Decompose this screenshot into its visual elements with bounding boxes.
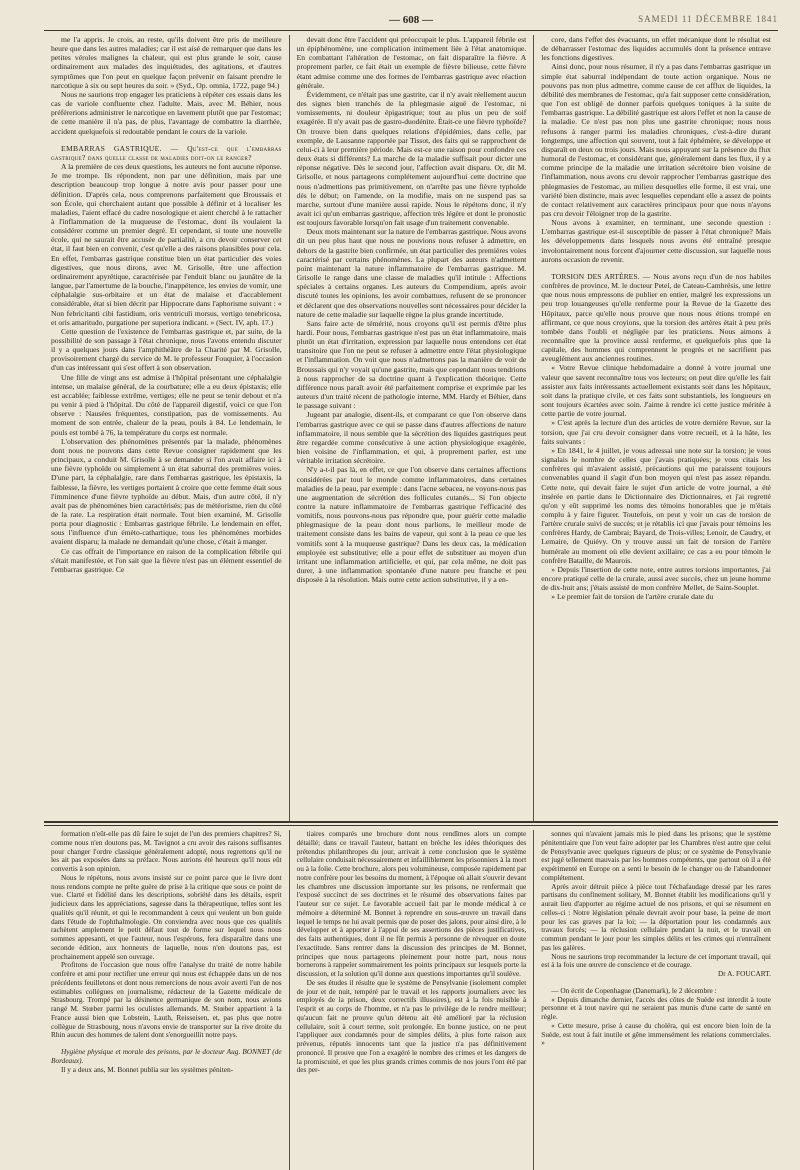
author-signature: Dr A. FOUCART. [717, 969, 771, 978]
top-column-2 [289, 35, 534, 821]
section-heading-torsion-des-arteres: TORSION DES ARTÈRES. — Nous avons reçu d'un de nos habiles confrères de province, M. le docteur Petel, de Cateau-Cambrésis, une lettre que nous nous empressons de publier en entier, malgré les expressions un peu trop louangeuses qu'elle renferme pour la Revue de la Gazette des Hôpitaux, parce qu'elle nous prouve que nous nous étions trompé en affirmant, ce que nous croyions, que la torsion des artères était à peu près tombée dans l'oubli et négligée par les praticiens. Nous aimons à reconnaître que la province aussi renferme, et quelquefois plus que la capitale, des hommes qui comprennent le progrès et ne sacrifient pas aveuglément aux anciennes routines. [541, 271, 771, 364]
paragraph: N'y a-t-il pas là, en effet, ce que l'on observe dans certaines affections considérées par tout le monde comme inflammatoires, dans certaines maladies de la peau, par exemple : dans l'acne sebacea, ne voyons-nous pas une augmentation de sécrétion des follicules cutanés... Si l'on objecte contre la nature inflammatoire de l'embarras gastrique l'efficacité des vomitifs, nous pouvons-nous pas répondre que, pour guérir cette maladie phlegmasique de la peau dont nous parlions, le meilleur mode de traitement consiste dans les bains de vapeur, qui sont à la peau ce que les vomitifs sont à la muqueuse gastrique? Dans les deux cas, la médication employée est substitutive; elle a pour effet de substituer au moyen d'un irritant une inflammation artificielle, et qui, par cela même, ne doit pas durer, à une inflammation spontanée d'une nature peu franche et peu disposée à la résolution. Mais outre cette action substitutive, il y a en- [296, 465, 527, 585]
article-section [44, 35, 778, 821]
paragraph: » Depuis l'insertion de cette note, entre autres torsions importantes, j'ai encore pratiqué celle de la crurale, aussi avec succès, chez un jeune homme de dix-huit ans; j'étais assisté de mon confrère Mellet, de Saint-Souplet. [541, 564, 771, 593]
paragraph: « Depuis dimanche dernier, l'accès des côtes de Suède est interdit à toute personne et à tout navire qui ne seraient pas munis d'une carte de santé en règle. [541, 994, 771, 1021]
paragraph: Ce cas offrait de l'importance en raison de la complication fébrile qui s'était manifestée, et l'on sait que la fièvre n'est pas un élément essentiel de l'embarras gastrique. Ce [51, 546, 282, 574]
paragraph: Nous le répétons, nous avons insisté sur ce point parce que le livre dont nous rendons compte ne prête guère de prise à la critique que sous ce point de vue. Clarté et fidélité dans les descriptions, sobriété dans les détails, esprit judicieux dans les appréciations, sagesse dans la thérapeutique, telles sont les qualités qu'il réunit, et qui le recommandent à ceux qui veulent un bon guide dans l'étude de l'ophthalmologie. On conviendra avec nous que ces qualités rachètent amplement le petit défaut tout de forme sur lequel nous nous sommes appesanti, et que l'auteur, nous l'espérons, fera disparaître dans une seconde édition, aux honneurs de laquelle, nous n'en doutons pas, est prochainement appelé son ouvrage. [51, 872, 282, 961]
paragraph: » Le premier fait de torsion de l'artère crurale date du [551, 592, 714, 602]
bottom-column-2 [289, 830, 534, 1170]
paragraph: Sans faire acte de témérité, nous croyons qu'il est permis d'être plus hardi. Pour nous, l'embarras gastrique n'est pas un état inflammatoire, mais plutôt un état d'irritation, expression par laquelle nous entendons cet état transitoire que l'on ne peut se refuser à admettre entre l'état physiologique et l'inflammation. On voit que nous n'admettons pas la manière de voir de Broussais qui n'y voyait qu'une gastrite, mais que cependant nous tendrions à nous rapprocher de sa doctrine quant à l'explication théorique. Cette différence nous paraît avoir été parfaitement comprise et exprimée par les auteurs d'un traité récent de pathologie interne, MM. Hardy et Béhier, dans le passage suivant : [296, 318, 527, 411]
paragraph: Nous ne saurions trop recommander la lecture de cet important travail, qui est à la fois une œuvre de conscience et de courage. [541, 951, 771, 970]
page-number: — 608 — [389, 14, 433, 26]
paragraph: » C'est après la lecture d'un des articles de votre dernière Revue, sur la torsion, que j'ai cru devoir consigner dans votre recueil, et à la hâte, les faits suivants : [541, 418, 771, 446]
paragraph: Profitons de l'occasion que nous offre l'analyse du traité de notre habile confrère et ami pour rectifier une erreur qui nous est échappée dans un de nos précédents feuilletons et dont nous remercions de nous avoir averti l'un de nos estimables collègues en journalisme, rédacteur de la Gazette médicale de Strasbourg. Trompé par la désinence germanique de son nom, nous avions rangé M. Stœber parmi les oculistes allemands. M. Stœber appartient à la France aussi bien que Lobstein, Lauth, Reisseisen, et, pas plus que notre collègue de Strasbourg, nous n'avons envie de transporter sur la rive droite du Rhin aucun des hommes de talent dont s'enorgueillit notre pays. [51, 960, 282, 1040]
paragraph: Il y a deux ans, M. Bonnet publia sur les systèmes péniten- [61, 1064, 234, 1074]
section-heading-embarras-gastrique: EMBARRAS GASTRIQUE. — Qu'est-ce que l'embarras gastrique? dans quelle classe de maladies doit-on le ranger? [51, 143, 282, 162]
paragraph: devait donc être l'accident qui préoccupait le plus. L'appareil fébrile est un épiphénomène, une complication intimement liée à l'état anatomique. En combattant l'altération de l'estomac, on fait disparaître la fièvre. A proprement parler, ce fait était un exemple de fièvre bilieuse, cette fièvre étant admise comme une des formes de l'embarras gastrique avec réaction générale. [296, 35, 527, 90]
paragraph: me l'a appris. Je crois, au reste, qu'ils doivent être pris de meilleure heure que dans les autres maladies; car il est aisé de remarquer que dans les petites véroles malignes la chaleur, qui est plus grande le soir, cause ordinairement aux malades des inquiétudes, des agitations, et d'autres symptômes que l'on peut en quelque façon prévenir en faisant prendre le narcotique à six ou sept heures du soir. » (Syd., Op. omnia, 1722, page 94.) [51, 35, 282, 90]
paragraph: » En 1841, le 4 juillet, je vous adressai une note sur la torsion; je vous signalais le nombre de celles que j'avais pratiquées; je vous citais les confrères qui m'avaient assisté, précautions qui me paraissent toujours convenables quand il s'agit d'un bon moyen qui n'est pas assez répandu. Cette note, qui devait faire le sujet d'un article de votre journal, a été insérée en partie dans le Dictionnaire des Dictionnaires, et j'ai regretté qu'on y eût supprimé les noms des témoins honorables que je m'étais complu à y faire figurer. Toutefois, on peut y voir un cas de torsion de l'artère crurale suivi de succès; et je rétablis ici que j'avais pour témoins les confrères Hardy, de Cambrai; Bayard, de Trois-villes; Lenoir, de Caudry, et Lemaire, de Quiévy. On y trouve aussi un fait de torsion de l'artère humérale au moment où elle devient axillaire; ce cas a eu pour témoin le confrère Bataille, de Maurois. [541, 445, 771, 565]
paragraph: Après avoir détruit pièce à pièce tout l'échafaudage dressé par les rares partisans du confinement solitary, M. Bonnet établit les modifications qu'il y aurait lieu d'apporter au régime actuel de nos prisons, et qui se résument en celles-ci : Notre législation pénale devrait avoir pour base, la peine de mort pour les cas graves par la loi; — la déportation pour les condamnés aux travaux forcés; — la réclusion cellulaire pendant la nuit, et le travail en commun pendant le jour pour les simples délits et les crimes qui n'entraînent pas les galères. [541, 881, 771, 952]
paragraph: tiaires comparés une brochure dont nous rendîmes alors un compte détaillé; dans ce travail l'auteur, battant en brèche les idées théoriques des prétendus philanthropes du jour, arrivait à cette conclusion que le système cellulaire conduisait nécessairement et infailliblement les prisonniers à la mort ou à la folie. Cette brochure, alors peu volumineuse, composée rapidement par notre confrère pour les besoins du moment, à l'époque où allait s'ouvrir devant les chambres une discussion importante sur les prisons, ne renfermait que l'exposé succinct de ses doctrines et le résumé des observations faites par l'auteur sur ce sujet. Le favorable accueil fait par le monde médical à ce mémoire a déterminé M. Bonnet à reprendre en sous-œuvre un travail dans lequel le temps ne lui avait permis que de poser des jalons, pour ainsi dire, à le développer et à apporter à l'appui de ses assertions des pièces justificatives, des faits authentiques, dont il ne fût permis à personne de révoquer en doute l'exactitude. Sans rentrer dans la discussion des principes de M. Bonnet, principes que nous partageons pleinement pour notre part, nous nous bornerons à rappeler sommairement les points principaux sur lesquels porte la discussion, et la solution qu'il donne aux questions importantes qu'il soulève. [296, 830, 527, 978]
paragraph: L'observation des phénomènes présentés par la malade, phénomènes dont nous ne pouvons dans cette Revue consigner rapidement que les principaux, a conduit M. Grisolle à se demander si l'on avait affaire ici à une fièvre typhoïde ou simplement à un état saburral des premières voies. D'une part, la céphalalgie, rare dans l'embarras gastrique, les épistaxis, la faiblesse, la fièvre, les vertiges portaient à croire que cette femme était sous l'imminence d'une fièvre typhoïde au début. Mais, d'un autre côté, il n'y avait pas de phénomènes bien caractérisés; pas de météorisme, rien du côté de la rate. La respiration était normale. Tout bien examiné, M. Grisolle porta pour diagnostic : Embarras gastrique fébrile. Le lendemain en effet, sous l'influence d'un émèto-cathartique, tous les phénomènes morbides avaient disparu; la malade ne demandait qu'une chose, c'était à manger. [51, 436, 282, 547]
paragraph: core, dans l'effet des évacuants, un effet mécanique dont le résultat est de débarrasser l'estomac des liquides accumulés dont la présence entrave les fonctions digestives. [541, 35, 771, 63]
bottom-column-1 [44, 830, 289, 1170]
feuilleton-divider-thin [44, 825, 778, 826]
running-head: SAMEDI 11 DÉCEMBRE 1841 [638, 14, 778, 24]
paragraph: Deux mots maintenant sur la nature de l'embarras gastrique. Nous avons dit un peu plus haut que nous ne pouvions nous refuser à admettre, en dehors de la gastrite bien confirmée, un état particulier des premières voies caractérisé par certains phénomènes. La plupart des auteurs n'admettent point maintenant la nature inflammatoire de l'embarras gastrique. M. Grisolle le range dans une classe de maladies qu'il intitule : Affections spéciales à certains organes. Les auteurs du Compendium, après avoir discuté toutes les opinions, les avoir combattues, refusent de se prononcer et déclarent que des observations nouvelles sont nécessaires pour décider la nature de cette maladie sur laquelle règne la plus grande incertitude. [296, 227, 527, 319]
top-column-1 [44, 35, 289, 821]
feuilleton-divider [44, 821, 778, 823]
paragraph: Une fille de vingt ans est admise à l'hôpital présentant une céphalalgie intense, un malaise général, de la courbature; elle a eu deux épistaxis; elle est accablée; faiblesse extrême, vertiges; elle ne peut se tenir debout et n'a pu venir à pied à l'hôpital. Du côté de l'appareil digestif, voici ce que l'on observe : Nausées fréquentes, constipation, pas de vomissements. Au moment de son entrée, chaleur de la peau, pouls à 84. Le lendemain, le pouls est tombé à 76, la température du corps est normale. [51, 372, 282, 437]
paragraph: Jugeant par analogie, disent-ils, et comparant ce que l'on observe dans l'embarras gastrique avec ce qui se passe dans d'autres affections de nature inflammatoire, il nous semble que la sécrétion des liquides gastriques peut être regardée comme consécutive à une action physiologique exagérée, bien voisine de l'inflammation, et qui, à proprement parler, est une véritable irritation sécrétoire. [296, 410, 527, 466]
paragraph: « Votre Revue clinique hebdomadaire a donné à votre journal une valeur que savent reconnaître tous vos lecteurs; on peut dire qu'elle les fait assister aux faits intéressants actuellement existants soit dans les hôpitaux, soit dans la pratique civile, et ces faits sont substantiels, les longueurs en sont toujours écartées avec soin. J'aime à rendre ici cette justice méritée à cette partie de votre journal. [541, 363, 771, 419]
paragraph: — On écrit de Copenhague (Danemark), le 2 décembre : [551, 985, 717, 995]
top-column-3 [533, 35, 778, 821]
paragraph: Nous ne saurions trop engager les praticiens à répéter ces essais dans les cas de variole confluente chez l'adulte. Mais, avec M. Béhier, nous préférerions administrer le narcotique en lavement plutôt que par l'estomac; de cette manière il n'a pas, de plus, l'avantage de combattre la diarrhée, accident quelquefois si redoutable pendant le cours de la variole. [51, 89, 282, 136]
paragraph: Ainsi donc, pour nous résumer, il n'y a pas dans l'embarras gastrique un simple état saburral indépendant de toute action organique. Nous ne pouvons pas non plus admettre, comme cause de cet afflux de liquides, la débilité des membranes de l'estomac, qu'a fait supposer cette considération, que l'on est obligé de donner parfois quelques toniques à la suite de l'embarras gastrique. La débilité gastrique est alors l'effet et non la cause de la maladie. Ce n'est pas non plus une gastrite chronique; nous nous refusons à ranger parmi les maladies chroniques, c'est-à-dire durant longtemps, une affection qui souvent, tout à fait éphémère, se développe et disparaît en deux ou trois jours. Mais nous appuyant sur la présence du flux humoral de l'estomac, et considérant que, généralement dans les flux, il y a comme principe de la maladie une irritation sécrétoire bien voisine de l'inflammation, nous avons cru devoir rapprocher l'embarras gastrique des phlegmasies de l'estomac, au milieu desquelles elle forme, il est vrai, une variété bien distincte, mais avec lesquelles cependant elle a assez de points de contact relativement aux caractères principaux pour que nous n'ayons pas cru devoir l'éloigner trop de la gastrite. [541, 62, 771, 218]
paragraph: formation n'eût-elle pas dû faire le sujet de l'un des premiers chapitres? Si, comme nous n'en doutons pas, M. Tavignot a cru avoir des raisons suffisantes pour changer l'ordre classique généralement adopté, nous regrettons qu'il ne les ait pas exposées dans sa préface. Nous aurions été heureux qu'il nous eût convertis à son opinion. [51, 830, 282, 873]
paragraph: sonnes qui n'avaient jamais mis le pied dans les prisons; que le système pénitentiaire que l'on veut faire adopter par les Chambres n'est autre que celui de Pensylvanie avec quelques rigueurs de plus; or ce système de Pensylvanie est jugé tellement mauvais par les hommes compétents, que partout où il a été expérimenté en Europe on a senti le besoin de le changer ou de l'abandonner complétement. [541, 830, 771, 882]
paragraph: De ses études il résulte que le système de Pensylvanie (isolement complet de jour et de nuit, tempéré par le travail et les rapports journaliers avec les employés de la prison, deux correctifs illusoires), est à la fois nuisible à l'esprit et au corps de l'homme, et n'a pas le privilège de le rendre meilleur; qu'aucun fait ne prouve qu'un détenu ait été amélioré par la réclusion cellulaire, soit à court terme, soit prolongée. En bonne justice, on ne peut l'appliquer aux condamnés pour de simples délits, à plus forte raison aux prévenus, réputés innocents tant que la justice n'a pas définitivement prononcé. Il prouve que l'on a exagéré le nombre des crimes et les dangers de la promiscuité, et que les plus grands crimes commis de nos jours l'ont été par des per- [296, 977, 527, 1075]
bottom-column-3 [533, 830, 778, 1170]
paragraph: « Cette mesure, prise à cause du choléra, qui est encore bien loin de la Suède, est tout à fait inutile et gêne immensément les relations commerciales. » [541, 1020, 771, 1048]
paragraph: Nous avons à examiner, en terminant, une seconde question : L'embarras gastrique est-il susceptible de passer à l'état chronique? Mais les développements dans lesquels nous avons été entraîné presque involontairement nous forcent d'ajourner cette discussion, sur laquelle nous aurons occasion de revenir. [541, 218, 771, 264]
book-title: Hygiène physique et morale des prisons, par le docteur Aug. BONNET (de Bordeaux). [51, 1047, 282, 1065]
paragraph: Évidemment, ce n'était pas une gastrite, car il n'y avait réellement aucun des signes bien tranchés de la phlegmasie aiguë de l'estomac, ni vomissements, ni douleur épigastrique; tout au plus un peu de soif exagérée. Il n'y avait pas de gastro-duodénite. Était-ce une fièvre typhoïde? On trouve bien dans quelques relations d'épidémies, dans celle, par exemple, de Lausanne rapportée par Tissot, des faits qui se rapprochent de celui-ci à leur première période. Mais est-ce une raison pour confondre ces deux états si différents? La marche de la maladie suffisait pour dicter une réponse négative. Dès le second jour, l'affection avait disparu. Or, dit M. Grisolle, et nous partageons complétement aujourd'hui cette doctrine que nous n'admettions pas primitivement, on n'arrête pas une fièvre typhoïde dès le début; on l'amende, on la modifie, mais on ne suspend pas sa marche, surtout d'une manière aussi rapide. Nous le répétons donc, il n'y avait ici qu'un embarras gastrique, affection très légère et dont le pronostic est toujours favorable lorsqu'on fait usage d'un traitement convenable. [296, 89, 527, 228]
paragraph: Cette question de l'existence de l'embarras gastrique et, par suite, de la possibilité de son passage à l'état chronique, nous l'avons entendu discuter il y a quelques jours dans l'amphithéâtre de la Charité par M. Grisolle, provisoirement chargé du service de M. le professeur Fouquier, à l'occasion d'un cas intéressant qui s'est offert à son observation. [51, 326, 282, 373]
feuilleton-section [44, 830, 778, 1170]
paragraph: A la première de ces deux questions, les auteurs ne font aucune réponse. Je me trompe. Ils répondent, non par une définition, mais par une description beaucoup trop longue à notre avis pour passer pour une définition. D'après cela, nous comprenons parfaitement que Broussais et son École, qui cherchaient autant que possible à définir et à localiser les maladies, l'aient effacé du cadre nosologique et aient cherché à le rattacher à l'inflammation de la muqueuse de l'estomac, dont ils voulaient la considérer comme un premier degré. Et cependant, si toute une nouvelle école, qui ne saurait être accusée de partialité, a cru devoir conserver cet état, il faut bien en convenir, c'est qu'elle a des raisons plausibles pour cela. En effet, l'embarras gastrique constitue bien un état particulier des voies digestives, que nous dirons, avec M. Grisolle, être une affection ordinairement apyrétique, caractérisée par l'enduit blanc ou jaunâtre de la langue, par l'amertume de la bouche, l'inappétence, les envies de vomir, une céphalalgie sus-orbitaire et un état de malaise et d'accablement considérable, état si bien décrit par Hippocrate dans l'aphorisme suivant : « Non febricitanti cibi fastidium, oris ventriculi morsus, vertigo tenebricosa, et oris amaritudo, purgatione per superiora indicant. » (Sect. IV, aph. 17.) [51, 162, 282, 327]
page-header [44, 14, 778, 31]
